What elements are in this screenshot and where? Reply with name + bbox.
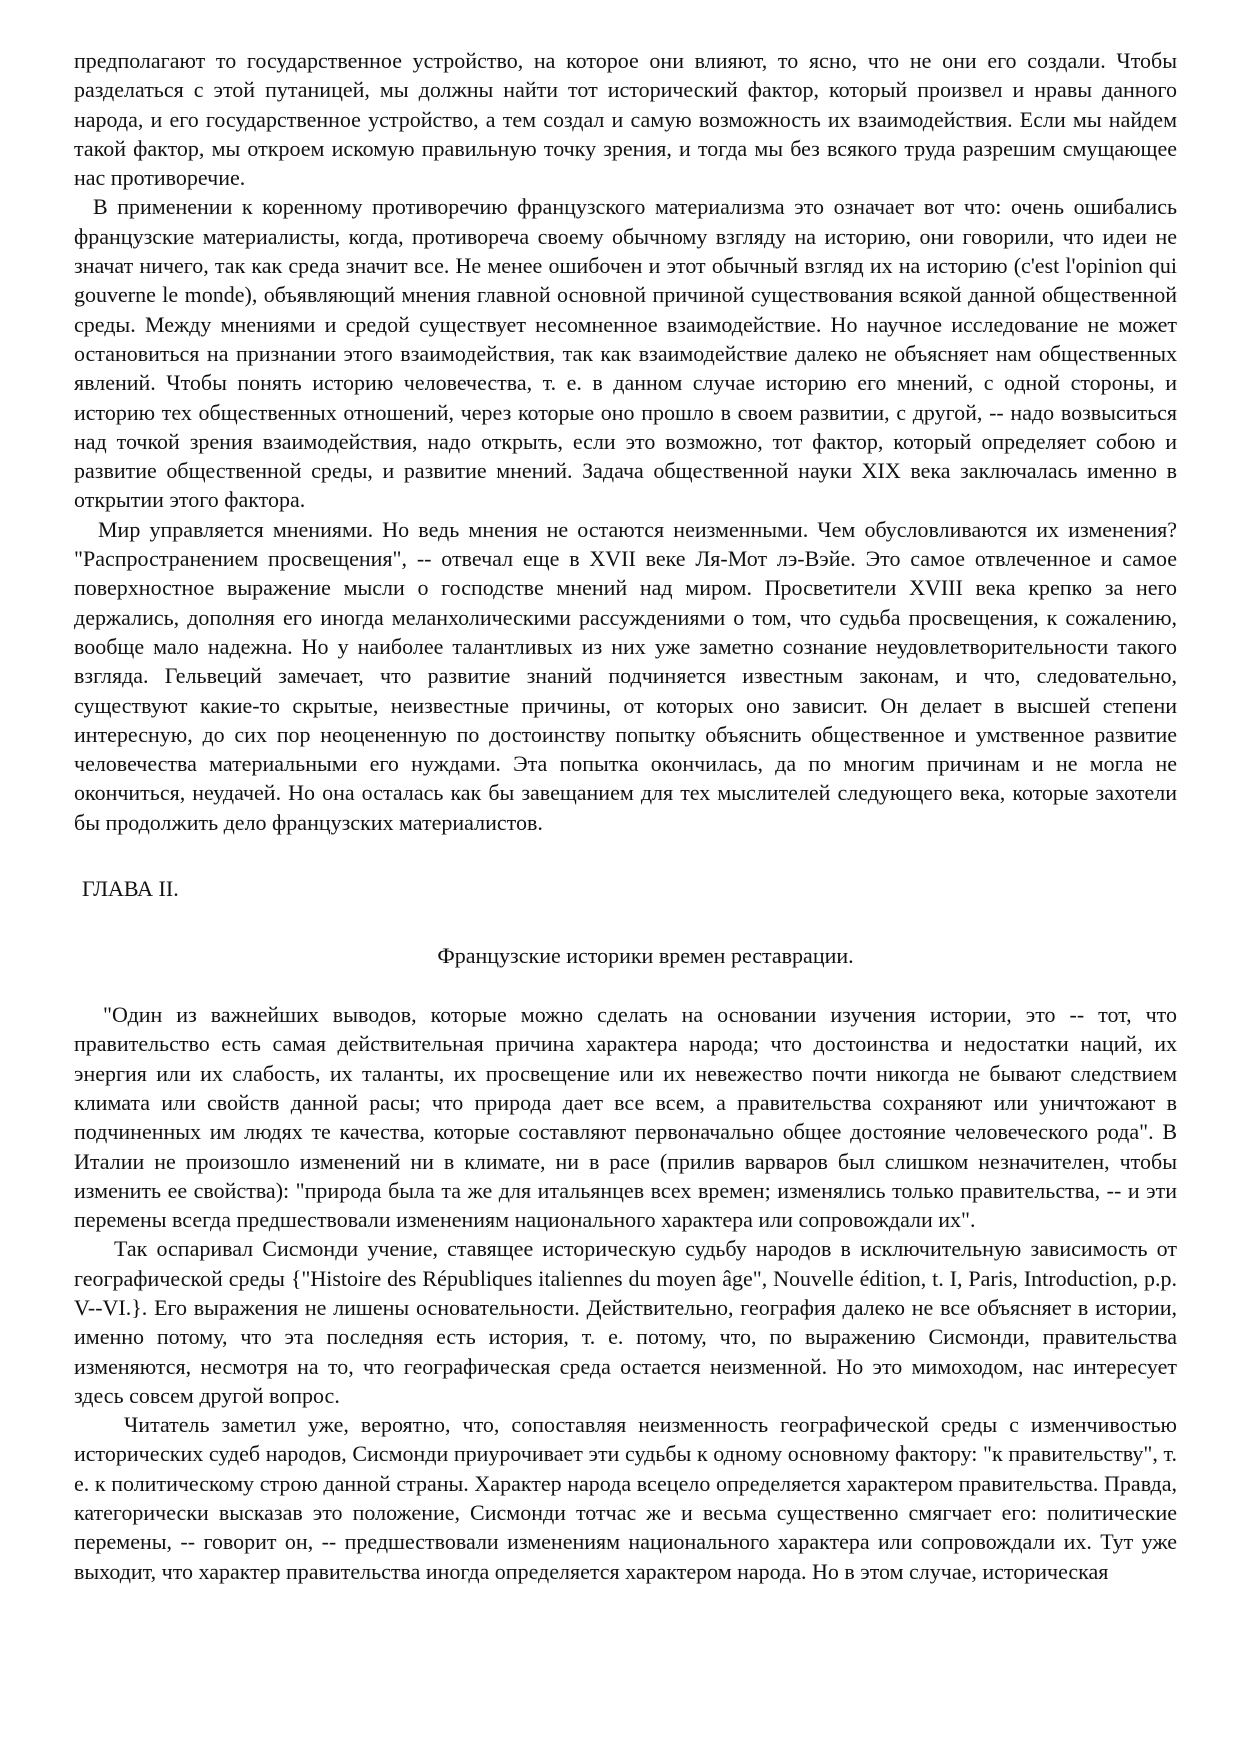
- spacer: [74, 970, 1177, 1000]
- spacer: [74, 903, 1177, 941]
- paragraph-sismondi-geography: Так оспаривал Сисмонди учение, ставящее историческую судьбу народов в исключительную зависимость от географической среды {"Histoire des Républiques italiennes du moyen âge", Nouvelle édition, t. I, Paris, Introduction, p.p. V--VI.}. Его выражения не лишены основательности. Действительно, география далеко не все объясняет в истории, именно потому, что эта последняя есть история, т. е. потому, что, по выражению Сисмонди, правительства изменяются, несмотря на то, что географическая среда остается неизменной. Но это мимоходом, нас интересует здесь совсем другой вопрос.: [74, 1236, 1177, 1408]
- paragraph-world-governed-by-opinions: Мир управляется мнениями. Но ведь мнения не остаются неизменными. Чем обусловливаются их изменения? "Распространением просвещения", -- отвечал еще в XVII веке Ля-Мот лэ-Вэйе. Это самое отвлеченное и самое поверхностное выражение мысли о господстве мнений над миром. Просветители XVIII века крепко за него держались, дополняя его иногда меланхолическими рассуждениями о том, что судьба просвещения, к сожалению, вообще мало надежна. Но у наиболее талантливых из них уже заметно сознание неудовлетворительности такого взгляда. Гельвеций замечает, что развитие знаний подчиняется известным законам, и что, следовательно, существуют какие-то скрытые, неизвестные причины, от которых оно зависит. Он делает в высшей степени интересную, до сих пор неоцененную по достоинству попытку объяснить общественное и умственное развитие человечества материальными его нуждами. Эта попытка окончилась, да по многим причинам и не могла не окончиться, неудачей. Но она осталась как бы завещанием для тех мыслителей следующего века, которые захотели бы продолжить дело французских материалистов.: [74, 516, 1177, 835]
- spacer: [74, 837, 1177, 874]
- paragraph-sismondi-government: Читатель заметил уже, вероятно, что, сопоставляя неизменность географической среды с изменчивостью исторических судеб народов, Сисмонди приурочивает эти судьбы к одному основному фактору: "к правительству", т. е. к политическому строю данной страны. Характер народа всецело определяется характером правительства. Правда, категорически высказав это положение, Сисмонди тотчас же и весьма существенно смягчает его: политические перемены, -- говорит он, -- предшествовали изменениям национального характера или сопровождали их. Тут уже выходит, что характер правительства иногда определяется характером народа. Но в этом случае, историческая: [74, 1412, 1177, 1584]
- paragraph-sismondi-quote: "Один из важнейших выводов, которые можно сделать на основании изучения истории, это -- тот, что правительство есть самая действительная причина характера народа; что достоинства и недостатки наций, их энергия или их слабость, их таланты, их просвещение или их невежество почти никогда не бывают следствием климата или свойств данной расы; что природа дает все всем, а правительства сохраняют или уничтожают в подчиненных им людях те качества, которые составляют первоначально общее достояние человеческого рода". В Италии не произошло изменений ни в климате, ни в расе (прилив варваров был слишком незначителен, чтобы изменить ее свойства): "природа была та же для итальянцев всех времен; изменялись только правительства, -- и эти перемены всегда предшествовали изменениям национального характера или сопровождали их".: [74, 1002, 1177, 1233]
- chapter-heading: ГЛАВА II.: [82, 876, 179, 902]
- document-page: [74, 46, 1177, 1586]
- section-title: Французские историки времен реставрации.: [437, 943, 854, 969]
- paragraph-french-materialism: В применении к коренному противоречию французского материализма это означает вот что: очень ошибались французские материалисты, когда, противореча своему обычному взгляду на историю, они говорили, что идеи не значат ничего, так как среда значит все. Не менее ошибочен и этот обычный взгляд их на историю (c'est l'opinion qui gouverne le monde), объявляющий мнения главной основной причиной существования всякой данной общественной среды. Между мнениями и средой существует несомненное взаимодействие. Но научное исследование не может остановиться на признании этого взаимодействия, так как взаимодействие далеко не объясняет нам общественных явлений. Чтобы понять историю человечества, т. е. в данном случае историю его мнений, с одной стороны, и историю тех общественных отношений, через которые оно прошло в своем развитии, с другой, -- надо возвыситься над точкой зрения взаимодействия, надо открыть, если это возможно, тот фактор, который определяет собою и развитие общественной среды, и развитие мнений. Задача общественной науки XIX века заключалась именно в открытии этого фактора.: [74, 194, 1177, 513]
- paragraph-continuation: предполагают то государственное устройство, на которое они влияют, то ясно, что не они его создали. Чтобы разделаться с этой путаницей, мы должны найти тот исторический фактор, который произвел и нравы данного народа, и его государственное устройство, а тем создал и самую возможность их взаимодействия. Если мы найдем такой фактор, мы откроем искомую правильную точку зрения, и тогда мы без всякого труда разрешим смущающее нас противоречие.: [74, 48, 1177, 191]
